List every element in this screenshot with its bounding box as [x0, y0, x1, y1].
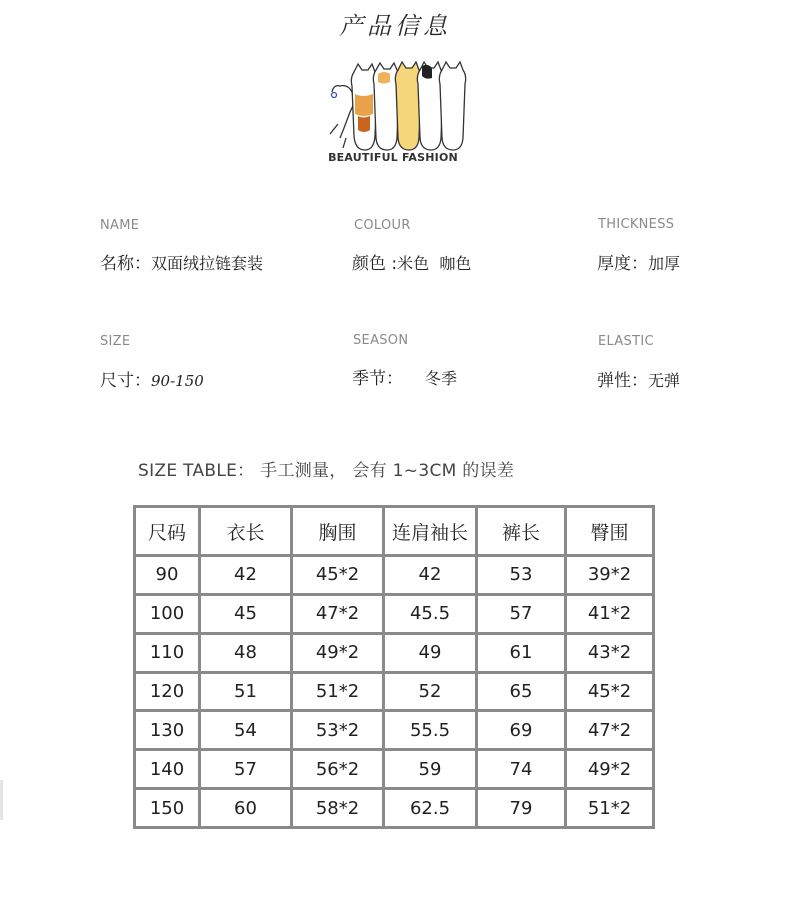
elastic-value: 弹性：无弹 — [597, 371, 681, 391]
table-cell: 41*2 — [566, 594, 654, 633]
colour-label: COLOUR — [354, 218, 411, 233]
table-cell: 56*2 — [292, 750, 384, 789]
table-cell: 69 — [477, 711, 566, 750]
table-cell: 53 — [477, 556, 566, 595]
brand-name: BEAUTIFUL FASHION — [328, 151, 458, 164]
table-cell: 49 — [384, 633, 477, 672]
table-cell: 59 — [384, 750, 477, 789]
table-header-row — [135, 507, 654, 556]
season-value: 季节： 冬季 — [352, 369, 458, 389]
table-row — [135, 750, 654, 789]
table-cell: 39*2 — [566, 556, 654, 595]
table-cell: 55.5 — [384, 711, 477, 750]
table-cell: 48 — [200, 633, 292, 672]
elastic-label: ELASTIC — [598, 334, 654, 349]
table-cell: 51*2 — [292, 672, 384, 711]
table-cell: 79 — [477, 789, 566, 828]
table-cell: 90 — [135, 556, 200, 595]
table-cell: 140 — [135, 750, 200, 789]
table-row — [135, 711, 654, 750]
table-cell: 42 — [384, 556, 477, 595]
table-row — [135, 633, 654, 672]
name-value: 名称：双面绒拉链套装 — [100, 254, 264, 274]
table-cell: 65 — [477, 672, 566, 711]
table-cell: 53*2 — [292, 711, 384, 750]
table-cell: 57 — [477, 594, 566, 633]
table-cell: 52 — [384, 672, 477, 711]
table-cell: 57 — [200, 750, 292, 789]
table-cell: 60 — [200, 789, 292, 828]
table-cell: 45*2 — [566, 672, 654, 711]
table-cell: 45.5 — [384, 594, 477, 633]
table-row — [135, 789, 654, 828]
table-cell: 120 — [135, 672, 200, 711]
size-label: SIZE — [100, 334, 131, 349]
column-header: 裤长 — [477, 507, 566, 556]
table-cell: 51 — [200, 672, 292, 711]
table-cell: 45 — [200, 594, 292, 633]
table-cell: 47*2 — [566, 711, 654, 750]
table-cell: 74 — [477, 750, 566, 789]
table-cell: 110 — [135, 633, 200, 672]
column-header: 尺码 — [135, 507, 200, 556]
table-cell: 54 — [200, 711, 292, 750]
column-header: 臀围 — [566, 507, 654, 556]
table-cell: 42 — [200, 556, 292, 595]
table-cell: 51*2 — [566, 789, 654, 828]
table-cell: 100 — [135, 594, 200, 633]
table-cell: 61 — [477, 633, 566, 672]
size-value: 尺寸：90-150 — [100, 371, 204, 391]
table-cell: 49*2 — [292, 633, 384, 672]
season-label: SEASON — [353, 333, 409, 348]
column-header: 连肩袖长 — [384, 507, 477, 556]
table-cell: 150 — [135, 789, 200, 828]
page-title: 产品信息 — [339, 12, 451, 40]
table-cell: 47*2 — [292, 594, 384, 633]
table-row — [135, 672, 654, 711]
edge-divider — [0, 780, 3, 820]
size-table-note: SIZE TABLE： 手工测量， 会有 1~3CM 的误差 — [138, 461, 515, 481]
table-row — [135, 594, 654, 633]
table-row — [135, 556, 654, 595]
column-header: 衣长 — [200, 507, 292, 556]
colour-value: 颜色 :米色 咖色 — [352, 254, 472, 274]
thickness-value: 厚度：加厚 — [597, 254, 681, 274]
table-cell: 49*2 — [566, 750, 654, 789]
table-cell: 58*2 — [292, 789, 384, 828]
thickness-label: THICKNESS — [598, 217, 675, 232]
table-cell: 130 — [135, 711, 200, 750]
table-cell: 62.5 — [384, 789, 477, 828]
table-cell: 43*2 — [566, 633, 654, 672]
name-label: NAME — [100, 218, 140, 233]
size-table — [133, 505, 655, 829]
table-cell: 45*2 — [292, 556, 384, 595]
column-header: 胸围 — [292, 507, 384, 556]
